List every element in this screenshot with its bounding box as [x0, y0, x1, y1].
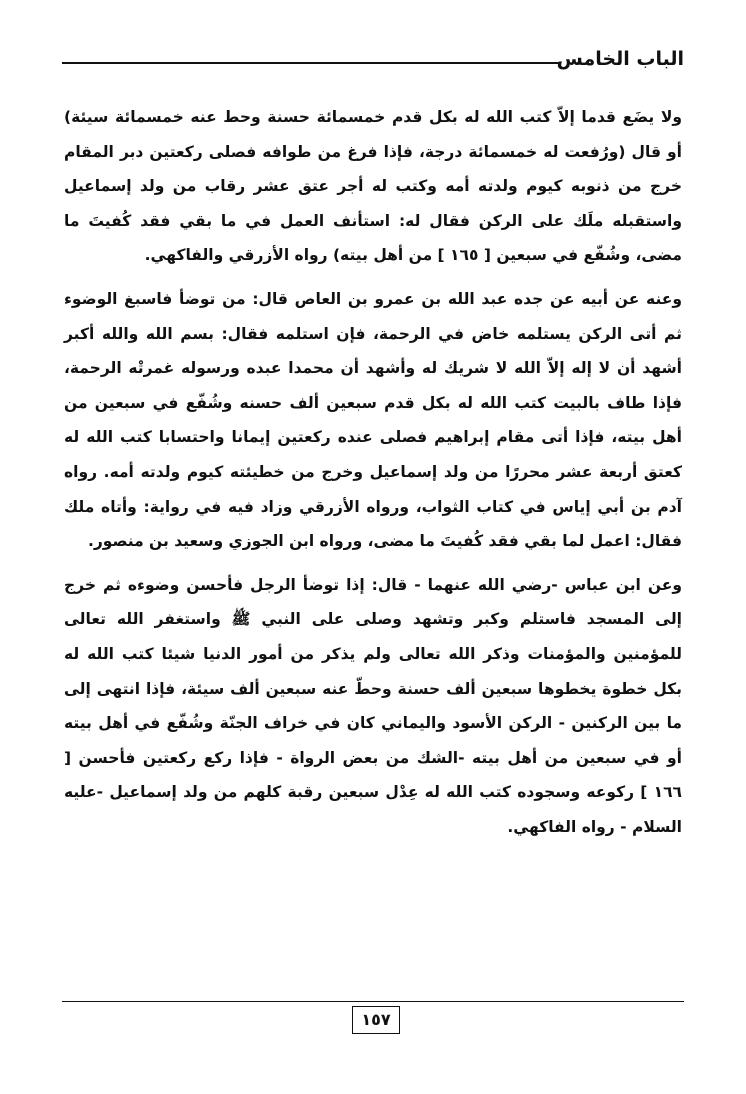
page-number: ١٥٧ [352, 1006, 400, 1034]
paragraph-3: وعن ابن عباس -رضي الله عنهما - قال: إذا توضأ الرجل فأحسن وضوءه ثم خرج إلى المسجد فاستلم وكبر وتشهد وصلى على النبي ﷺ واستغفر الله تعالى للمؤمنين والمؤمنات وذكر الله تعالى ولم يذكر من أمور الدنيا شيئا كتب الله له بكل خطوة يخطوها سبعين ألف حسنة وحطّ عنه سبعين ألف سيئة، فإذا انتهى إلى ما بين الركنين - الركن الأسود واليماني كان في خراف الجنّة وشُفّع في أهل بيته أو في سبعين من أهل بيته -الشك من بعض الرواة - فإذا ركع ركعتين فأحسن [ ١٦٦ ] ركوعه وسجوده كتب الله له عِدْل سبعين رقبة كلهم من ولد إسماعيل -عليه السلام - رواه الفاكهي. [64, 575, 682, 836]
footer-rule [62, 1001, 684, 1002]
chapter-title: الباب الخامس [556, 48, 684, 70]
paragraph-2: وعنه عن أبيه عن جده عبد الله بن عمرو بن العاص قال: من توضأ فاسبغ الوضوء ثم أتى الركن يستلمه خاض في الرحمة، فإن استلمه فقال: بسم الله والله أكبر أشهد أن لا إله إلاّ الله لا شريك له وأشهد أن محمدا عبده ورسوله غمرتْه الرحمة، فإذا طاف بالبيت كتب الله له بكل قدم سبعين ألف حسنه وشُفّع في سبعين من أهل بيته، فإذا أتى مقام إبراهيم فصلى عنده ركعتين إيمانا واحتسابا كتب الله له كعتق أربعة عشر محررًا من ولد إسماعيل وخرج من خطيئته كيوم ولدته أمه. رواه آدم بن أبي إياس في كتاب الثواب، ورواه الأزرقي وزاد فيه في رواية: وأتاه ملك فقال: اعمل لما بقي فقد كُفيتَ ما مضى، ورواه ابن الجوزي وسعيد بن منصور. [64, 289, 682, 551]
paragraph-1: ولا يضَع قدما إلاّ كتب الله له بكل قدم خمسمائة حسنة وحط عنه خمسمائة سيئة) أو قال (ورُفعت له خمسمائة درجة، فإذا فرغ من طوافه فصلى ركعتين دبر المقام خرج من ذنوبه كيوم ولدته أمه وكتب له أجر عتق عشر رقاب من ولد إسماعيل واستقبله ملَك على الركن فقال له: استأنف العمل في ما بقي فقد كُفيتَ ما مضى، وشُفّع في سبعين [ ١٦٥ ] من أهل بيته) رواه الأزرقي والفاكهي. [64, 108, 682, 265]
header-rule [62, 62, 560, 64]
body-text [64, 100, 682, 844]
running-header [62, 44, 684, 80]
